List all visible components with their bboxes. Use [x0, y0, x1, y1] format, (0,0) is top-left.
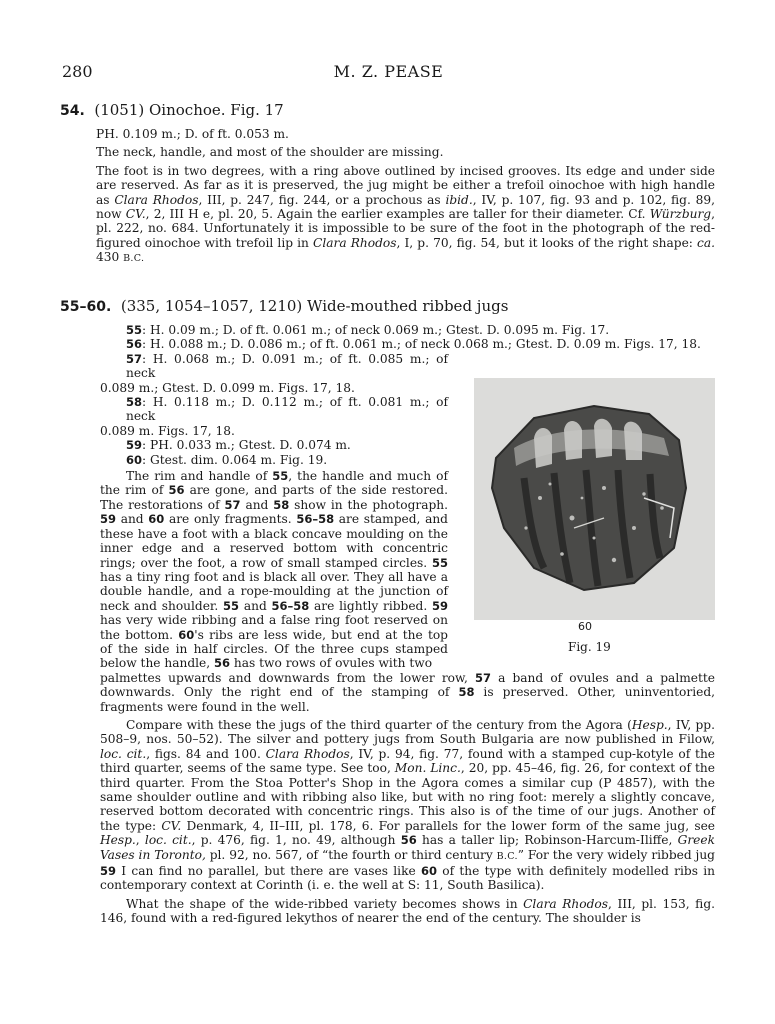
- catalog-number: 56: [126, 337, 143, 352]
- text-run: I can find no parallel, but there are vases like: [116, 864, 421, 879]
- text-run: are gone, and parts of the side restored. The restorations of: [100, 483, 448, 512]
- text-run: has a tiny ring foot and is black all over. They all have a double handle, and a rope-moulding at the junction of neck and shoulder.: [100, 569, 448, 613]
- text-run: 's ribs are less wide, but end at the top of the side in half circles. Of the three cups stamped below the handle,: [100, 627, 448, 671]
- entry-54-title: (1051) Oinochoe. Fig. 17: [94, 101, 284, 119]
- text-run: has very wide ribbing and a false ring foot reserved on the bottom.: [100, 613, 448, 642]
- measurement-55: [60, 323, 715, 337]
- paragraph-wide-ribbed: [100, 897, 715, 926]
- text-run: has two rows of ovules with two: [230, 656, 433, 671]
- text-run: ” For the very widely ribbed jug: [517, 847, 715, 862]
- catalog-number: 60: [126, 452, 143, 467]
- small-caps-run: B.C.: [496, 850, 518, 862]
- fragment-photo: [474, 378, 715, 620]
- catalog-number: 56–58: [271, 598, 310, 613]
- entry-54-body: [60, 127, 715, 267]
- text-run: , I, p. 70, fig. 54, but it looks of the right shape:: [396, 235, 698, 250]
- text-run: Denmark, 4, II–III, pl. 178, 6. For parallels for the lower form of the same jug, see: [181, 818, 715, 833]
- catalog-number: 59: [126, 438, 143, 453]
- entry-54-para-1: The neck, handle, and most of the shoulder are missing.: [96, 145, 444, 160]
- entry-55-60-title: (335, 1054–1057, 1210) Wide-mouthed ribbed jugs: [120, 297, 509, 315]
- entry-54-para-2: [60, 164, 715, 267]
- text-run: What the shape of the wide-ribbed variety becomes shows in: [126, 896, 524, 911]
- measurement-text: : PH. 0.033 m.; Gtest. D. 0.074 m.: [142, 438, 351, 453]
- text-run: , IV, p. 107, fig. 93 and p. 102, fig. 89, now: [96, 192, 716, 222]
- text-run: , figs. 84 and 100.: [146, 746, 266, 761]
- figure-19-caption: Fig. 19: [568, 640, 611, 654]
- text-run: are lightly ribbed.: [309, 598, 432, 613]
- paragraph-description: [100, 469, 448, 671]
- entry-54-measurements: PH. 0.109 m.; D. of ft. 0.053 m.: [96, 127, 289, 141]
- catalog-number: 55: [126, 323, 143, 337]
- italic-run: ca.: [697, 235, 715, 250]
- italic-run: Hesp.: [100, 833, 136, 848]
- text-run: , p. 476, fig. 1, no. 49, although: [191, 833, 401, 848]
- catalog-number: 57: [474, 670, 491, 685]
- text-run: , the handle and much of the rim of: [100, 469, 448, 498]
- measurement-text: : H. 0.118 m.; D. 0.112 m.; of ft. 0.081 m.; of neck: [126, 395, 448, 424]
- italic-run: Clara Rhodos: [265, 746, 350, 761]
- italic-run: Hesp.: [631, 717, 668, 732]
- text-run: The foot is in two degrees, with a ring above outlined by incised grooves. Its edge and under side are reserved. As far as it is preserved, the jug might be either a trefoil oinochoe with high handle as: [96, 163, 715, 207]
- text-run: , 20, pp. 45–46, fig. 26, for context of the third quarter. From the Stoa Potter's Shop in the Agora comes a similar cup (P 4857), with the same shoulder outline and with ribbing also like, but with no ring foot: merely a slightly concave, reserved bottom decorated with concentric rings. This also is of the time of our jugs. Another of the type:: [100, 761, 715, 833]
- italic-run: Clara Rhodos: [114, 192, 199, 207]
- italic-run: Mon. Linc.: [394, 761, 461, 776]
- text-run: and: [116, 512, 149, 527]
- catalog-number: 56–58: [296, 512, 335, 527]
- catalog-number: 59: [431, 598, 448, 613]
- catalog-number: 55: [431, 555, 448, 570]
- italic-run: Würzburg: [649, 207, 712, 222]
- paragraph-comparison: [100, 718, 715, 893]
- measurement-text: : H. 0.088 m.; D. 0.086 m.; of ft. 0.061 m.; of neck 0.068 m.; Gtest. D. 0.09 m. Figs. 17, 18.: [142, 337, 701, 352]
- text-run: are stamped, and these have a foot with a black concave moulding on the inner edge and a reserved bottom with concentric rings; over the foot, a row of small stamped circles.: [100, 512, 448, 570]
- measurement-57: [60, 352, 448, 395]
- catalog-number: 60: [148, 512, 165, 527]
- text-run: Compare with these the jugs of the third quarter of the century from the Agora (: [126, 717, 632, 732]
- italic-run: loc. cit.: [100, 746, 147, 761]
- measurement-56: [60, 337, 715, 351]
- entry-54: [60, 100, 715, 271]
- text-run: , IV, p. 94, fig. 77, found with a stamped cup-kotyle of the third quarter, seems of the same type. See too,: [100, 746, 715, 776]
- catalog-number: 57: [126, 351, 143, 366]
- text-run: pl. 92, no. 567, of “the fourth or third century: [205, 847, 497, 862]
- catalog-number: 59: [100, 864, 117, 879]
- entry-54-heading: [60, 100, 715, 121]
- entry-55-60-number: 55–60.: [60, 299, 112, 315]
- text-run: palmettes upwards and downwards from the lower row,: [100, 670, 475, 685]
- catalog-number: 57: [224, 497, 241, 512]
- text-run: and: [240, 497, 274, 512]
- text-run: , III, p. 247, fig. 244, or a prochous as: [198, 192, 446, 207]
- catalog-number: 60: [178, 627, 195, 642]
- italic-run: ibid.: [445, 192, 473, 207]
- italic-run: Clara Rhodos: [523, 896, 609, 911]
- measurement-text-cont: 0.089 m.; Gtest. D. 0.099 m. Figs. 17, 18.: [100, 380, 355, 395]
- catalog-number: 58: [458, 685, 475, 700]
- paragraph-description-cont: [100, 671, 715, 714]
- entry-55-60-heading: [60, 296, 715, 317]
- catalog-number: 59: [100, 512, 117, 527]
- catalog-number: 56: [214, 656, 231, 671]
- text-run: 430: [96, 250, 124, 265]
- text-run: and: [239, 598, 272, 613]
- catalog-number: 55: [223, 598, 240, 613]
- text-run: are only fragments.: [164, 512, 297, 527]
- measurement-text: : Gtest. dim. 0.064 m. Fig. 19.: [142, 452, 328, 467]
- text-run: ,: [135, 833, 145, 848]
- italic-run: CV.: [125, 207, 146, 222]
- catalog-number: 60: [420, 864, 437, 879]
- figure-19-label: 60: [578, 620, 592, 633]
- text-run: , III, pl. 153, fig. 146, found with a red-figured lekythos of nearer the end of the century. The shoulder is: [100, 896, 715, 926]
- measurement-text: : H. 0.068 m.; D. 0.091 m.; of ft. 0.085 m.; of neck: [126, 351, 448, 381]
- italic-run: loc. cit.: [144, 833, 192, 848]
- text-run: The rim and handle of: [126, 469, 273, 484]
- page-number: 280: [62, 62, 93, 81]
- text-run: a band of ovules and a palmette downwards. Only the right end of the stamping of: [100, 670, 715, 700]
- text-run: , pl. 222, no. 684. Unfortunately it is impossible to be sure of the foot in the photograph of the red-figured oinochoe with trefoil lip in: [96, 207, 715, 250]
- measurement-58: [60, 395, 448, 438]
- entry-54-number: 54.: [60, 103, 85, 119]
- text-run: of the type with definitely modelled ribs in contemporary context at Corinth (i. e. the well at S: 11, South Basilica).: [100, 864, 715, 893]
- measurement-text-cont: 0.089 m. Figs. 17, 18.: [100, 423, 235, 438]
- italic-run: CV.: [161, 818, 182, 833]
- running-head-author: M. Z. PEASE: [333, 62, 444, 81]
- italic-run: Greek Vases in Toronto,: [100, 833, 715, 862]
- jug-fragment-image: [474, 378, 715, 620]
- catalog-number: 56: [400, 833, 417, 848]
- running-header: [62, 62, 715, 84]
- italic-run: Clara Rhodos: [313, 235, 397, 250]
- text-run: has a taller lip; Robinson-Harcum-Iliffe,: [416, 833, 678, 848]
- measurement-text: : H. 0.09 m.; D. of ft. 0.061 m.; of neck 0.069 m.; Gtest. D. 0.095 m. Fig. 17.: [142, 323, 610, 337]
- catalog-number: 56: [168, 483, 185, 498]
- text-run: , IV, pp. 508–9, nos. 50–52). The silver and pottery jugs from South Bulgaria are now published in Filow,: [100, 717, 715, 747]
- figure-19: [474, 378, 715, 620]
- catalog-number: 58: [126, 395, 143, 410]
- catalog-number: 55: [272, 469, 289, 484]
- catalog-number: 58: [273, 497, 290, 512]
- text-run: , 2, III H e, pl. 20, 5. Again the earlier examples are taller for their diameter. Cf.: [145, 207, 650, 222]
- text-run: show in the photograph.: [289, 497, 449, 512]
- text-run: is preserved. Other, uninventoried, fragments were found in the well.: [100, 685, 715, 714]
- small-caps-run: B.C.: [123, 253, 145, 265]
